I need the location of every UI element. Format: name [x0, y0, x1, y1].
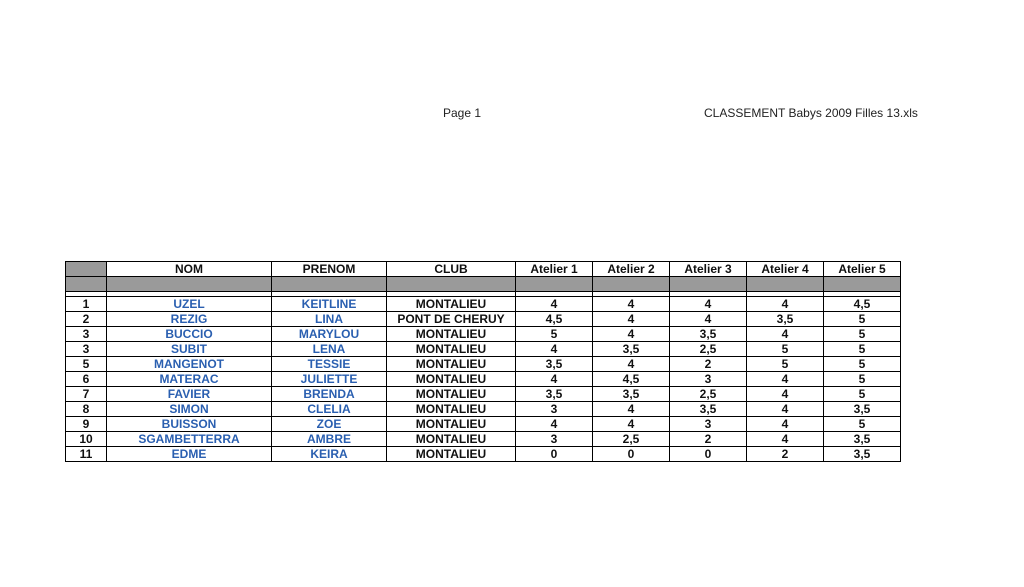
atelier-1-cell: 4,5 — [516, 312, 593, 327]
atelier-4-cell: 4 — [747, 327, 824, 342]
table-row — [66, 297, 901, 312]
table-row — [66, 417, 901, 432]
header-corner-cell — [66, 262, 107, 277]
atelier-2-cell: 0 — [593, 447, 670, 462]
atelier-1-cell: 3,5 — [516, 387, 593, 402]
atelier-5-cell: 5 — [824, 327, 901, 342]
atelier-1-cell: 5 — [516, 327, 593, 342]
atelier-1-cell: 3,5 — [516, 357, 593, 372]
nom-cell: BUCCIO — [107, 327, 272, 342]
column-header-prenom: PRENOM — [272, 262, 387, 277]
atelier-3-cell: 3,5 — [670, 402, 747, 417]
rank-cell: 9 — [66, 417, 107, 432]
atelier-2-cell: 2,5 — [593, 432, 670, 447]
atelier-5-cell: 3,5 — [824, 447, 901, 462]
club-cell: MONTALIEU — [387, 342, 516, 357]
atelier-5-cell: 3,5 — [824, 402, 901, 417]
rank-cell: 10 — [66, 432, 107, 447]
club-cell: MONTALIEU — [387, 372, 516, 387]
atelier-3-cell: 3,5 — [670, 327, 747, 342]
atelier-5-cell: 5 — [824, 312, 901, 327]
column-header-nom: NOM — [107, 262, 272, 277]
column-header-atelier-3: Atelier 3 — [670, 262, 747, 277]
club-cell: MONTALIEU — [387, 387, 516, 402]
table-row — [66, 447, 901, 462]
nom-cell: SUBIT — [107, 342, 272, 357]
atelier-2-cell: 4 — [593, 402, 670, 417]
atelier-1-cell: 3 — [516, 402, 593, 417]
table-row — [66, 312, 901, 327]
club-cell: MONTALIEU — [387, 402, 516, 417]
nom-cell: BUISSON — [107, 417, 272, 432]
atelier-4-cell: 5 — [747, 342, 824, 357]
atelier-2-cell: 3,5 — [593, 387, 670, 402]
table-header-row — [66, 262, 901, 277]
nom-cell: UZEL — [107, 297, 272, 312]
atelier-5-cell: 5 — [824, 372, 901, 387]
prenom-cell: TESSIE — [272, 357, 387, 372]
column-header-club: CLUB — [387, 262, 516, 277]
table-row — [66, 327, 901, 342]
nom-cell: MATERAC — [107, 372, 272, 387]
atelier-4-cell: 4 — [747, 387, 824, 402]
atelier-2-cell: 4 — [593, 297, 670, 312]
column-header-atelier-1: Atelier 1 — [516, 262, 593, 277]
nom-cell: EDME — [107, 447, 272, 462]
atelier-3-cell: 4 — [670, 312, 747, 327]
club-cell: MONTALIEU — [387, 297, 516, 312]
atelier-4-cell: 2 — [747, 447, 824, 462]
prenom-cell: ZOE — [272, 417, 387, 432]
prenom-cell: KEIRA — [272, 447, 387, 462]
atelier-3-cell: 2,5 — [670, 342, 747, 357]
prenom-cell: AMBRE — [272, 432, 387, 447]
club-cell: MONTALIEU — [387, 447, 516, 462]
prenom-cell: MARYLOU — [272, 327, 387, 342]
rank-cell: 6 — [66, 372, 107, 387]
prenom-cell: BRENDA — [272, 387, 387, 402]
atelier-4-cell: 3,5 — [747, 312, 824, 327]
table-row — [66, 432, 901, 447]
atelier-3-cell: 2 — [670, 357, 747, 372]
atelier-2-cell: 3,5 — [593, 342, 670, 357]
atelier-5-cell: 5 — [824, 417, 901, 432]
atelier-5-cell: 5 — [824, 387, 901, 402]
rank-cell: 11 — [66, 447, 107, 462]
table-row — [66, 342, 901, 357]
atelier-4-cell: 4 — [747, 372, 824, 387]
atelier-1-cell: 3 — [516, 432, 593, 447]
club-cell: MONTALIEU — [387, 327, 516, 342]
atelier-5-cell: 4,5 — [824, 297, 901, 312]
gray-separator-row — [66, 277, 901, 292]
rank-cell: 3 — [66, 342, 107, 357]
club-cell: PONT DE CHERUY — [387, 312, 516, 327]
atelier-2-cell: 4 — [593, 357, 670, 372]
prenom-cell: JULIETTE — [272, 372, 387, 387]
rank-cell: 2 — [66, 312, 107, 327]
rank-cell: 8 — [66, 402, 107, 417]
atelier-2-cell: 4 — [593, 312, 670, 327]
document-file-name: CLASSEMENT Babys 2009 Filles 13.xls — [704, 106, 918, 120]
atelier-1-cell: 4 — [516, 297, 593, 312]
column-header-atelier-4: Atelier 4 — [747, 262, 824, 277]
rank-cell: 7 — [66, 387, 107, 402]
page-number-label: Page 1 — [443, 106, 482, 120]
rank-cell: 5 — [66, 357, 107, 372]
atelier-5-cell: 3,5 — [824, 432, 901, 447]
atelier-2-cell: 4 — [593, 417, 670, 432]
atelier-1-cell: 4 — [516, 372, 593, 387]
atelier-5-cell: 5 — [824, 357, 901, 372]
atelier-1-cell: 0 — [516, 447, 593, 462]
club-cell: MONTALIEU — [387, 357, 516, 372]
atelier-1-cell: 4 — [516, 342, 593, 357]
atelier-3-cell: 3 — [670, 417, 747, 432]
column-header-atelier-5: Atelier 5 — [824, 262, 901, 277]
atelier-3-cell: 3 — [670, 372, 747, 387]
atelier-3-cell: 2,5 — [670, 387, 747, 402]
atelier-4-cell: 4 — [747, 297, 824, 312]
club-cell: MONTALIEU — [387, 417, 516, 432]
atelier-4-cell: 5 — [747, 357, 824, 372]
atelier-2-cell: 4,5 — [593, 372, 670, 387]
atelier-3-cell: 2 — [670, 432, 747, 447]
rank-cell: 1 — [66, 297, 107, 312]
atelier-5-cell: 5 — [824, 342, 901, 357]
club-cell: MONTALIEU — [387, 432, 516, 447]
ranking-table — [65, 261, 901, 462]
nom-cell: REZIG — [107, 312, 272, 327]
nom-cell: MANGENOT — [107, 357, 272, 372]
column-header-atelier-2: Atelier 2 — [593, 262, 670, 277]
prenom-cell: CLELIA — [272, 402, 387, 417]
atelier-4-cell: 4 — [747, 432, 824, 447]
prenom-cell: LENA — [272, 342, 387, 357]
atelier-3-cell: 4 — [670, 297, 747, 312]
atelier-4-cell: 4 — [747, 402, 824, 417]
table-row — [66, 387, 901, 402]
table-row — [66, 402, 901, 417]
table-row — [66, 372, 901, 387]
rank-cell: 3 — [66, 327, 107, 342]
nom-cell: FAVIER — [107, 387, 272, 402]
table-row — [66, 357, 901, 372]
atelier-1-cell: 4 — [516, 417, 593, 432]
nom-cell: SGAMBETTERRA — [107, 432, 272, 447]
atelier-4-cell: 4 — [747, 417, 824, 432]
atelier-3-cell: 0 — [670, 447, 747, 462]
prenom-cell: KEITLINE — [272, 297, 387, 312]
atelier-2-cell: 4 — [593, 327, 670, 342]
nom-cell: SIMON — [107, 402, 272, 417]
prenom-cell: LINA — [272, 312, 387, 327]
